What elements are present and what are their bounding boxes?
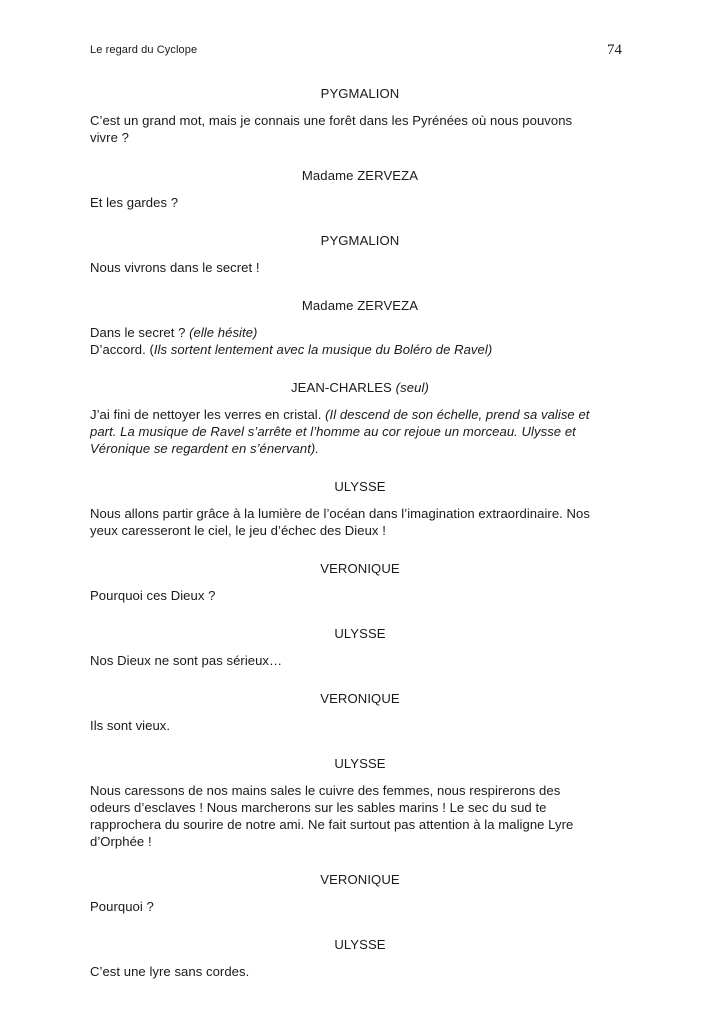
stage-direction: part. La musique de Ravel s’arrête et l’homme au cor rejoue un morceau. Ulysse et bbox=[90, 424, 576, 439]
speaker-label: ULYSSE bbox=[334, 626, 386, 641]
speech-line bbox=[90, 717, 630, 734]
speech-line bbox=[90, 587, 630, 604]
speech-block bbox=[90, 112, 630, 146]
speech-block bbox=[90, 194, 630, 211]
speech-block bbox=[90, 259, 630, 276]
stage-direction: Ils sortent lentement avec la musique du Boléro de Ravel) bbox=[153, 342, 493, 357]
speech-line bbox=[90, 129, 630, 146]
dialogue-text: Et les gardes ? bbox=[90, 195, 179, 210]
dialogue-text: odeurs d’esclaves ! Nous marcherons sur les sables marins ! Le sec du sud te bbox=[90, 800, 547, 815]
speaker-name bbox=[90, 478, 630, 496]
dialogue-text: Nous caressons de nos mains sales le cuivre des femmes, nous respirerons des bbox=[90, 783, 561, 798]
speaker-name bbox=[90, 690, 630, 708]
speech-line bbox=[90, 194, 630, 211]
speaker-name bbox=[90, 379, 630, 397]
dialogue-text: Ils sont vieux. bbox=[90, 718, 171, 733]
speech-block bbox=[90, 652, 630, 669]
dialogue-text: C’est une lyre sans cordes. bbox=[90, 964, 250, 979]
speech-line bbox=[90, 652, 630, 669]
speech-line bbox=[90, 963, 630, 980]
speech-line bbox=[90, 505, 630, 522]
speaker-name bbox=[90, 871, 630, 889]
speaker-name bbox=[90, 167, 630, 185]
speaker-name bbox=[90, 755, 630, 773]
speech-block bbox=[90, 406, 630, 457]
speaker-name bbox=[90, 560, 630, 578]
play-script-body bbox=[90, 85, 630, 980]
speech-line bbox=[90, 423, 630, 440]
speech-block bbox=[90, 587, 630, 604]
speech-line bbox=[90, 406, 630, 423]
speaker-label: VERONIQUE bbox=[320, 872, 400, 887]
speech-line bbox=[90, 440, 630, 457]
speech-line bbox=[90, 833, 630, 850]
speaker-label: VERONIQUE bbox=[320, 691, 400, 706]
speaker-name bbox=[90, 85, 630, 103]
speaker-name bbox=[90, 297, 630, 315]
speech-line bbox=[90, 522, 630, 539]
stage-direction: (Il descend de son échelle, prend sa valise et bbox=[325, 407, 590, 422]
speaker-label: PYGMALION bbox=[320, 86, 400, 101]
speaker-label: ULYSSE bbox=[334, 479, 386, 494]
speech-line bbox=[90, 898, 630, 915]
speaker-stage-note: (seul) bbox=[395, 380, 429, 395]
speaker-name bbox=[90, 936, 630, 954]
speaker-label: Madame ZERVEZA bbox=[301, 168, 419, 183]
stage-direction: Véronique se regardent en s’énervant). bbox=[90, 441, 320, 456]
speech-block bbox=[90, 324, 630, 358]
speech-block bbox=[90, 898, 630, 915]
header-title: Le regard du Cyclope bbox=[90, 44, 198, 56]
speech-line bbox=[90, 799, 630, 816]
dialogue-text: rapprochera du sourire de notre ami. Ne fait surtout pas attention à la maligne Lyre bbox=[90, 817, 574, 832]
speech-block bbox=[90, 505, 630, 539]
speech-line bbox=[90, 782, 630, 799]
speaker-label: VERONIQUE bbox=[320, 561, 400, 576]
dialogue-text: J’ai fini de nettoyer les verres en cristal. bbox=[90, 407, 326, 422]
speaker-label: JEAN-CHARLES bbox=[291, 380, 396, 395]
page-number: 74 bbox=[607, 42, 622, 58]
dialogue-text: D’accord. ( bbox=[90, 342, 154, 357]
speaker-label: ULYSSE bbox=[334, 756, 386, 771]
speaker-label: Madame ZERVEZA bbox=[301, 298, 419, 313]
dialogue-text: Nous allons partir grâce à la lumière de l’océan dans l’imagination extraordinaire. Nos bbox=[90, 506, 590, 521]
dialogue-text: Pourquoi ? bbox=[90, 899, 154, 914]
dialogue-text: yeux caresseront le ciel, le jeu d’échec des Dieux ! bbox=[90, 523, 386, 538]
speech-line bbox=[90, 112, 630, 129]
speech-line bbox=[90, 324, 630, 341]
dialogue-text: Dans le secret ? bbox=[90, 325, 190, 340]
dialogue-text: Pourquoi ces Dieux ? bbox=[90, 588, 216, 603]
speech-block bbox=[90, 782, 630, 850]
dialogue-text: d’Orphée ! bbox=[90, 834, 152, 849]
dialogue-text: C’est un grand mot, mais je connais une forêt dans les Pyrénées où nous pouvons bbox=[90, 113, 573, 128]
dialogue-text: vivre ? bbox=[90, 130, 129, 145]
dialogue-text: Nos Dieux ne sont pas sérieux… bbox=[90, 653, 283, 668]
speaker-label: ULYSSE bbox=[334, 937, 386, 952]
stage-direction: (elle hésite) bbox=[189, 325, 258, 340]
speech-block bbox=[90, 963, 630, 980]
speaker-name bbox=[90, 625, 630, 643]
speech-line bbox=[90, 816, 630, 833]
dialogue-text: Nous vivrons dans le secret ! bbox=[90, 260, 260, 275]
speaker-name bbox=[90, 232, 630, 250]
speech-line bbox=[90, 341, 630, 358]
speech-block bbox=[90, 717, 630, 734]
speaker-label: PYGMALION bbox=[320, 233, 400, 248]
speech-line bbox=[90, 259, 630, 276]
